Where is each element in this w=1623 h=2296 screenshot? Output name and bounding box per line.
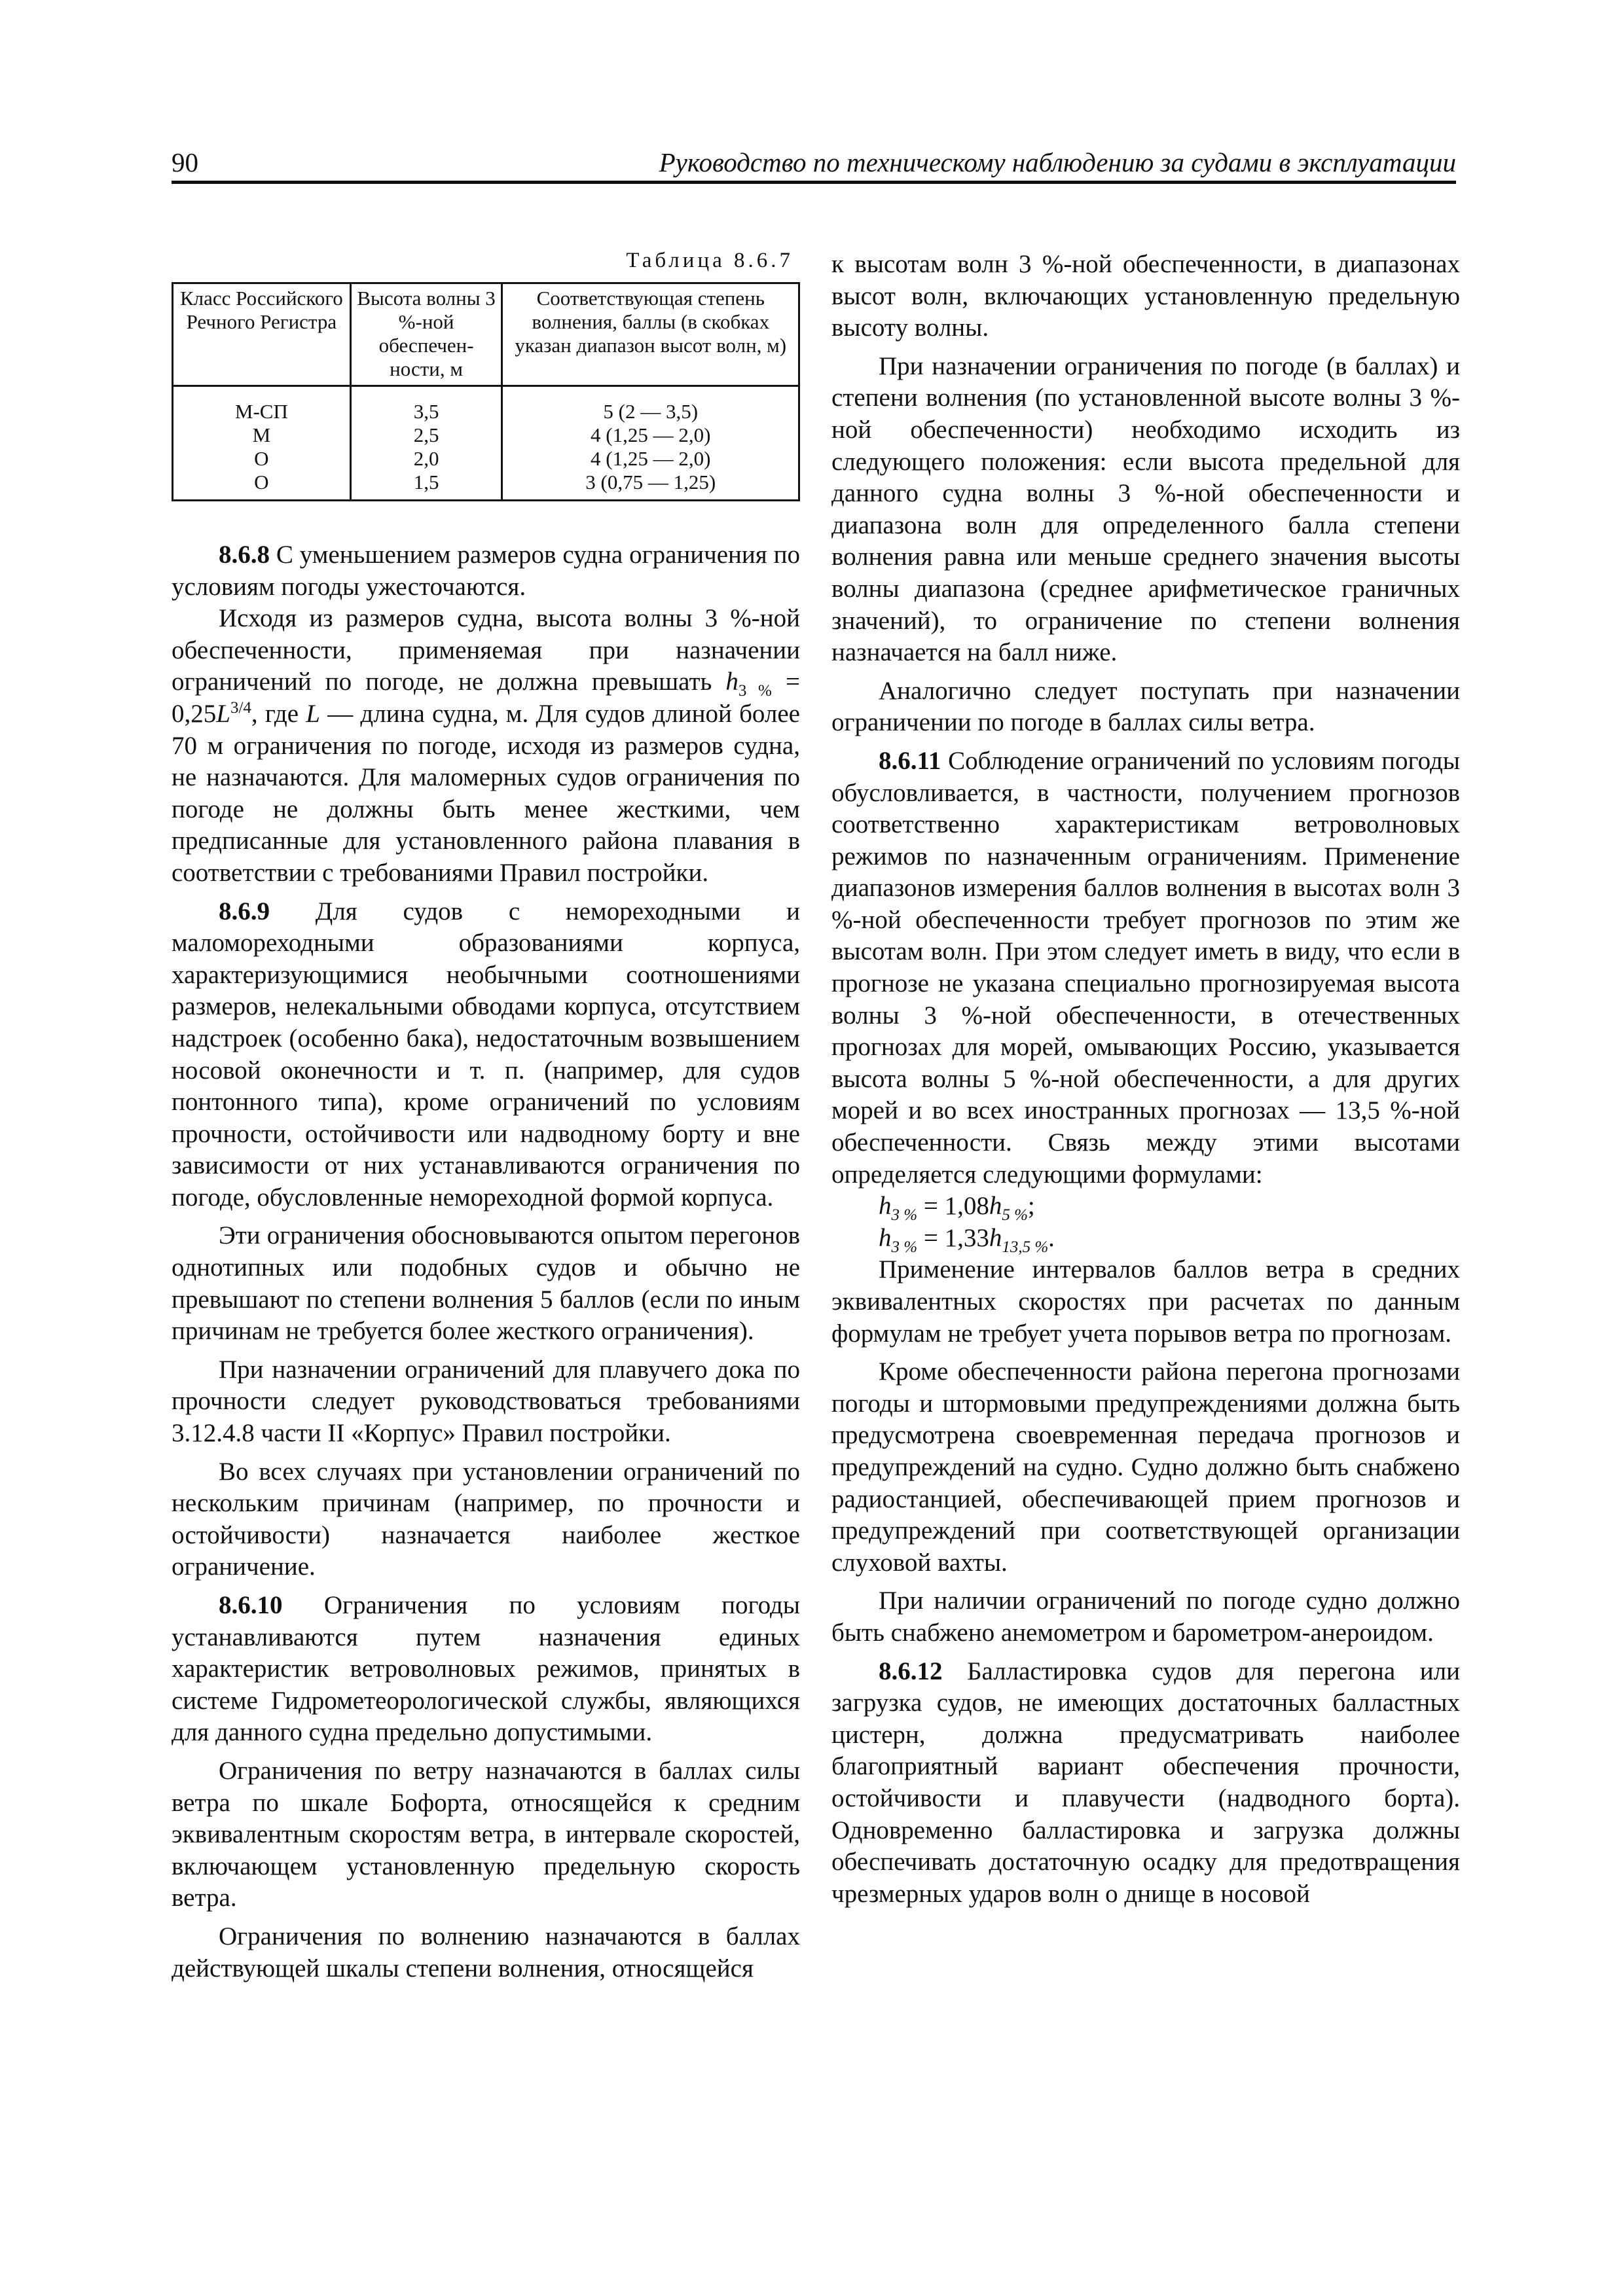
table-row — [173, 423, 799, 447]
formula-2 — [831, 1223, 1460, 1255]
formula-end: ; — [1027, 1192, 1035, 1221]
paragraph: При назначении ограничений для плавучего дока по прочности следует руководствоваться требованиями 3.12.4.8 части II «Корпус» Правил постройки. — [172, 1355, 800, 1448]
formula-1 — [831, 1191, 1460, 1223]
table-row — [173, 447, 799, 471]
running-title: Руководство по техническому наблюдению за судами в эксплуатации — [659, 147, 1456, 177]
paragraph-text: Ограничения по условиям погоды устанавливаются путем назначения единых характеристик ветроволновых режимов, принятых в системе Гидрометеорологической службы, являющихся для данного судна предельно допустимыми. — [172, 1591, 800, 1747]
right-column — [831, 249, 1460, 1910]
table-cell: 2,5 — [350, 423, 502, 447]
formula-sub: 5 % — [1002, 1206, 1028, 1225]
page-header — [172, 144, 1456, 184]
column-header-wave-height: Высота волны 3 %-ной обеспечен-ности, м — [350, 283, 502, 386]
section-number: 8.6.10 — [219, 1591, 283, 1619]
table-cell: 3,5 — [350, 386, 502, 424]
table-cell: О — [173, 447, 351, 471]
paragraph: Применение интервалов баллов ветра в средних эквивалентных скоростях при расчетах по данным формулам не требует учета порывов ветра по прогнозам. — [831, 1255, 1460, 1348]
section-number: 8.6.11 — [879, 746, 941, 775]
paragraph-8-6-9 — [172, 896, 800, 1214]
section-number: 8.6.8 — [219, 541, 270, 569]
paragraph-text: С уменьшением размеров судна ограничения по условиям погоды ужесточаются. — [172, 541, 800, 601]
formula-sub: 3 % — [738, 682, 772, 700]
paragraph: Кроме обеспеченности района перегона прогнозами погоды и штормовыми предупреждениями должна быть предусмотрена своевременная передача прогнозов и предупреждений на судно. Судно должно быть снабжено радиостанцией, обеспечивающей прием прогнозов и предупреждений при соответствующей организации слуховой вахты. — [831, 1357, 1460, 1577]
table-cell: М — [173, 423, 351, 447]
formula-h: h — [989, 1223, 1002, 1252]
table-cell: 3 (0,75 — 1,25) — [502, 471, 799, 501]
paragraph: Ограничения по ветру назначаются в баллах силы ветра по шкале Бофорта, относящейся к средним эквивалентным скоростям ветра, в интервале скоростей, включающем установленную предельную скорость ветра. — [172, 1756, 800, 1912]
table-row — [173, 386, 799, 424]
formula-eq: = 1,08 — [917, 1192, 989, 1221]
formula-exp: 3/4 — [230, 698, 251, 717]
paragraph-text: Для судов с немореходными и маломореходными образованиями корпуса, характеризующимися необычными соотношениями размеров, нелекальными обводами корпуса, отсутствием надстроек (особенно бака), недостаточным возвышением носовой оконечности и т. п. (например, для судов понтонного типа), кроме ограничений по условиям прочности, остойчивости или надводному борту и вне зависимости от них устанавливаются ограничения по погоде, обусловленные немореходной формой корпуса. — [172, 897, 800, 1211]
formula-sub: 3 % — [891, 1238, 918, 1256]
table-cell: 4 (1,25 — 2,0) — [502, 423, 799, 447]
page-number: 90 — [172, 147, 198, 177]
table-cell: 2,0 — [350, 447, 502, 471]
paragraph-8-6-8 — [172, 539, 800, 603]
table-header-row — [173, 283, 799, 386]
table-cell: М-СП — [173, 386, 351, 424]
paragraph-8-6-8-limits — [172, 603, 800, 889]
wave-height-table — [172, 282, 800, 501]
formula-L: L — [216, 699, 230, 728]
paragraph-text: — длина судна, м. Для судов длиной более 70 м ограничения по погоде, исходя из размеров судна, не назначаются. Для маломерных судов ограничения по погоде не должны быть менее жесткими, чем предписанные для установленного района плавания в соответствии с требованиями Правил постройки. — [172, 699, 800, 887]
formula-sub: 3 % — [891, 1206, 918, 1225]
left-column — [172, 249, 800, 1984]
paragraph-8-6-10 — [172, 1590, 800, 1749]
column-header-class: Класс Российского Речного Регистра — [173, 283, 351, 386]
paragraph: При назначении ограничения по погоде (в баллах) и степени волнения (по установленной высоте волны 3 %-ной обеспеченности) необходимо исходить из следующего положения: если высота предельной для данного судна волны 3 %-ной обеспеченности и диапазона волн для определенного балла степени волнения равна или меньше среднего значения высоты волны диапазона (среднее арифметическое граничных значений), то ограничение по степени волнения назначается на балл ниже. — [831, 351, 1460, 667]
formula-sub: 13,5 % — [1002, 1238, 1049, 1256]
formula-L2: L — [306, 699, 320, 728]
formula-end: . — [1048, 1223, 1055, 1252]
paragraph: Во всех случаях при установлении ограничений по нескольким причинам (например, по прочности и остойчивости) назначается наиболее жесткое ограничение. — [172, 1457, 800, 1581]
formula-eq: = 0,25 — [172, 668, 800, 728]
paragraph-text: Исходя из размеров судна, высота волны 3 %-ной обеспеченности, применяемая при назначении ограничений по погоде, не должна превышать — [172, 604, 800, 696]
formula-h: h — [725, 668, 739, 696]
paragraph-text: , где — [251, 699, 306, 728]
column-header-sea-state: Соответствующая степень волнения, баллы (в скобках указан диапазон высот волн, м) — [502, 283, 799, 386]
formula-h: h — [879, 1192, 892, 1221]
paragraph: Ограничения по волнению назначаются в баллах действующей шкалы степени волнения, относящейся — [172, 1922, 800, 1982]
table-cell: О — [173, 471, 351, 501]
section-number: 8.6.9 — [219, 897, 270, 925]
paragraph-8-6-12 — [831, 1656, 1460, 1910]
paragraph-text: Балластировка судов для перегона или загрузка судов, не имеющих достаточных балластных цистерн, должна предусматривать наиболее благоприятный вариант обеспечения прочности, остойчивости и плавучести (надводного борта). Одновременно балластировка и загрузка должны обеспечивать достаточную осадку для предотвращения чрезмерных ударов волн о днище в носовой — [831, 1657, 1460, 1908]
table-cell: 5 (2 — 3,5) — [502, 386, 799, 424]
formula-h: h — [989, 1192, 1002, 1221]
section-number: 8.6.12 — [879, 1657, 943, 1685]
paragraph-text: Соблюдение ограничений по условиям погоды обусловливается, в частности, получением прогнозов соответственно характеристикам ветроволновых режимов по назначенным ограничениям. Применение диапазонов измерения баллов волнения в высотах волн 3 %-ной обеспеченности требует прогнозов по этим же высотам волн. При этом следует иметь в виду, что если в прогнозе не указана специально прогнозируемая высота волны 3 %-ной обеспеченности, в отечественных прогнозах для морей, омывающих Россию, указывается высота волны 5 %-ной обеспеченности, а для других морей и во всех иностранных прогнозах — 13,5 %-ной обеспеченности. Связь между этими высотами определяется следующими формулами: — [831, 746, 1460, 1189]
paragraph: При наличии ограничений по погоде судно должно быть снабжено анемометром и барометром-анероидом. — [831, 1587, 1460, 1647]
paragraph: Эти ограничения обосновываются опытом перегонов однотипных или подобных судов и обычно не превышают по степени волнения 5 баллов (если по иным причинам не требуется более жесткого ограничения). — [172, 1221, 800, 1346]
formula-h: h — [879, 1223, 892, 1252]
formula-eq: = 1,33 — [917, 1223, 989, 1252]
paragraph-8-6-11 — [831, 745, 1460, 1191]
table-row — [173, 471, 799, 501]
table-caption: Таблица 8.6.7 — [626, 249, 793, 272]
paragraph: к высотам волн 3 %-ной обеспеченности, в диапазонах высот волн, включающих установленную предельную высоту волны. — [831, 250, 1460, 342]
paragraph: Аналогично следует поступать при назначении ограничении по погоде в баллах силы ветра. — [831, 676, 1460, 737]
table-cell: 4 (1,25 — 2,0) — [502, 447, 799, 471]
table-cell: 1,5 — [350, 471, 502, 501]
